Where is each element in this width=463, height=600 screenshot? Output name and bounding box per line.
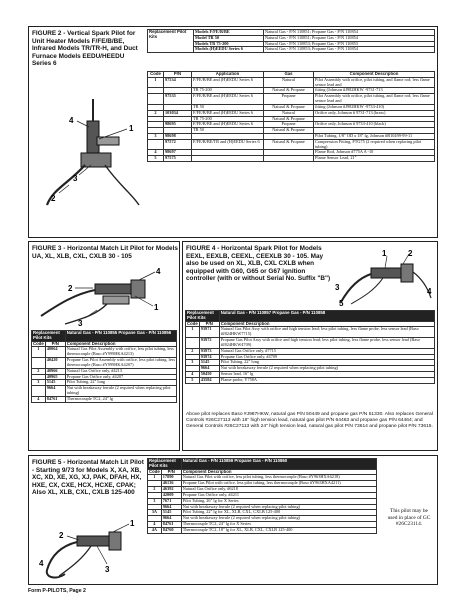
figure-2-title: FIGURE 2 - Vertical Spark Pilot for Unit Heater Models F/FE/B/BE, Infrared Models TR/TR-H, and Duct Furnace Models EEDU/HEEDU Series 6 [32,30,138,68]
table-row: 40420 Propane Gas Pilot Assembly with orifice, less pilot tubing, less thermocouple (Baso #Y999HKA4207) [32,358,177,369]
table-row: TR 75-200 Natural & Propane fitting (Johnson #J982HKW -9731-713 [148,88,435,94]
kit-model: Model TR 50 [194,35,264,41]
table-row: 2 103034 F/FE/B/BE and (H)EEDU Series 6 Natural Orifice only, Johnson # 9731-713 (brass) [148,110,435,116]
table-row: 9664 Nut with breakaway ferrule (2 required when replacing pilot tubing) [148,516,377,522]
table-row: 3 5145 Pilot Tubing, 22" long [186,360,435,366]
table-row: 5 97575 Flame Sensor Lead, 21" [148,156,435,162]
col-pn: P/N [45,341,65,347]
figure-2-pilot-illustration [39,93,147,213]
figure-4-callout-4: 4 [427,287,432,296]
table-row: 97572 F/FE/B/BE/TR and (H)EEDU Series 6 Natural & Propane Compression Fitting, FTG75 (2 required when replacing pilot tubing) [148,139,435,150]
figure-2-callout-3: 3 [73,174,78,183]
figure-5-panel [28,455,438,585]
col-application: Application [192,72,264,78]
table-row: 9664 Nut with breakaway ferrule (2 required when replacing pilot tubing) [32,386,177,397]
kit-text: Natural Gas - P/N 110853; Propane Gas - P/N 110854 [264,47,435,53]
figure-2-kits-header: Replacement Pilot Kits [148,30,194,53]
table-row: 4 98697 Flame Rod, Johnson #775A A -10 [148,150,435,156]
table-row: TR 50 Natural & Propane [148,128,435,134]
figure-4-callout-3: 3 [335,283,340,292]
table-row: 3 7671 Pilot Tubing, 26" lg for X Series [148,498,377,504]
figure-3-callout-3: 3 [78,319,83,328]
figure-4-pilot-illustration [333,248,435,308]
table-row: 42009 Propane Gas Orifice only, #4211 [148,492,377,498]
figure-3-pilot-illustration [35,266,175,328]
figure-4-title: FIGURE 4 - Horizontal Spark Pilot for Models EEXL, EEXLB, CEEXL, CEEXLB 30 - 105. May also be used on XL, XLB, CXL CXLB when equipped with G60, G65 or G67 ignition controller (with or without Serial No. Suffix "B") [186,245,331,283]
col-code: Code [149,468,160,474]
kit-model: Models TR 75-200 [194,41,264,47]
col-description: Component Description [314,72,435,78]
figure-2-panel [28,26,438,238]
table-row: 46136 Propane Gas Pilot with orifice, less pilot tubing, less thermocouple (Baso #Y963HXA4211) [148,481,377,487]
figure-2-callout-1: 1 [129,124,134,133]
figure-3-panel [28,241,180,451]
table-row: 2 46392 Natural Gas Orifice only, #6218 [148,487,377,493]
table-row: 4 84761 Thermocouple TC2, 24" lg for X Series [148,521,377,527]
col-description: Component Description [65,341,176,347]
figure-3-kits-text: Natural Gas - P/N 110855 Propane Gas - P/N 110856 [65,331,176,342]
table-row: 40965 Propane Gas Orifice only, #4207 [32,374,177,380]
figure-4-kits-header: Replacement Pilot Kits [186,311,220,322]
table-row: 1 40064 Natural Gas Pilot Assembly with orifice, less pilot tubing, less thermocouple (Baso #Y999HKA4213) [32,347,177,358]
figure-3-callout-1: 1 [154,303,159,312]
figure-4-kits-text: Natural Gas - P/N 110857 Propane Gas - P/N 110858 [219,311,434,322]
table-row: 3 5145 Pilot Tubing, 22" long [32,380,177,386]
figure-3-callout-4: 4 [156,267,161,276]
col-pn: P/N [161,469,181,475]
col-code: Code [148,72,164,78]
kit-text: Natural Gas - P/N 110853; Propane Gas - P/N 110853 [264,41,435,47]
table-row: 97535 F/FE/B/BE and (H)EEDU Series 6 Propane Pilot Assembly with orifice, pilot tubing, and flame rod; less flame sensor lead and [148,94,435,105]
table-row: 1 93971 Natural Gas Pilot Assy with orifice and high tension lead; less pilot tubing, less flame probe, less sensor lead (Baso #J824HKW7715) [186,327,435,338]
figure-5-parts-table [147,458,377,534]
col-code: Code [187,320,198,326]
figure-4-callout-5: 5 [339,299,344,308]
kit-text: Natural Gas - P/N 110851; Propane Gas - P/N 110854 [264,35,435,41]
figure-4-callout-1: 1 [382,249,387,258]
figure-5-pilot-illustration [37,518,145,582]
kit-model: Models F/FE/B/BE [194,30,264,36]
col-pn: P/N [164,72,192,78]
figure-5-title: FIGURE 5 - Horizontal Match Lit Pilot - Starting 9/73 for Models X, XA, XB, XC, XD, XE, XG, XJ, PAK, DFAH, HX, HXE, CX, CXE, HCX, HCXE, CPAK; Also XL, XLB, CXL, CXLB 125-400 [32,459,144,497]
figure-5-side-note: This pilot may be used in place of GC #26C23114. [387,508,431,528]
table-row: TR 75-200 Natural & Propane [148,116,435,122]
figure-2-callout-2: 2 [51,194,56,203]
table-row: 4 50450 Sensor lead, 16" lg [186,371,435,377]
table-row: 9664 Nut with breakaway ferrule (2 required when replacing pilot tubing) [148,504,377,510]
figure-3-kits-header: Replacement Pilot Kits [32,331,66,342]
table-row: 4 84761 Thermocouple TC2, 24" lg [32,396,177,402]
figure-4-replacement-note: Above pilot replaces Baso #J987HKW, natural gas P/N 50449 and propane gas P/N 51330. Also replaces General Controls #26C27113 with 16" high tension lead, natural gas pilot P/N 64463 and propane gas P/N 64464; and General Controls #26C27113 with 24" high tension lead, natural gas pilot P/N 73614 and propane pilot P/N 73615. [186,412,433,429]
col-description: Component Description [219,321,434,327]
figure-5-kits-header: Replacement Pilot Kits [148,459,182,470]
col-code: Code [33,340,44,346]
table-row: 3A 5145 Pilot Tubing, 22" lg for XL, XLB, CXL, CXLB 125-400 [148,510,377,516]
table-row: 1 97534 F/FE/B/BE and (H)EEDU Series 6 Natural Pilot Assembly with orifice, pilot tubing, and flame rod; less flame sensor lead and [148,77,435,88]
figure-5-callout-4: 4 [39,559,44,568]
figure-2-parts-table [147,71,435,162]
col-gas: Gas [264,72,314,78]
kit-text: Natural Gas - P/N 110851; Propane Gas - P/N 110854 [264,30,435,36]
figure-3-title: FIGURE 3 - Horizontal Match Lit Pilot for Models UA, XL, XLB, CXL, CXLB 30 - 105 [32,245,178,260]
figure-3-parts-table [31,330,177,403]
page-footer: Form P-PILOTS, Page 2 [28,588,86,594]
table-row: 93974 Propane Gas Orifice only, #4709 [186,354,435,360]
figure-4-callout-2: 2 [408,249,413,258]
figure-2-callout-4: 4 [69,116,74,125]
table-row: 1 17890 Natural Gas Pilot with orifice, less pilot tubing, less thermocouple (Baso #Y963HXA6218) [148,475,377,481]
table-row: 2 93973 Natural Gas Orifice only, #7715 [186,348,435,354]
figure-4-parts-table [185,310,435,384]
figure-5-callout-2: 2 [59,531,64,540]
table-row: 5 43584 Flame probe, Y758A [186,377,435,383]
table-row: 2 40966 Natural Gas Orifice only, #4213 [32,368,177,374]
col-description: Component Description [181,469,376,475]
kit-model: Models (H)EEDU Series 6 [194,47,264,53]
table-row: TR 50 Natural & Propane fitting (Johnson #J982HKW -9733-410) [148,104,435,110]
figure-4-panel [182,241,438,451]
table-row: 9664 Nut with breakaway ferrule (2 required when replacing pilot tubing) [186,366,435,372]
table-row: 4A 84760 Thermocouple TC2, 18" lg for XL, XLB, CXL, CXLB 125-400 [148,527,377,533]
table-row: 93972 Propane Gas Pilot Assy with orifice and high tension lead; less pilot tubing, less flame probe, less sensor lead (Baso #J824HKW4709) [186,338,435,349]
figure-3-callout-2: 2 [68,284,73,293]
table-row: 98695 F/FE/B/BE and (H)EEDU Series 6 Propane Orifice only, Johnson # 9733-410 (black) [148,122,435,128]
figure-5-callout-3: 3 [105,565,110,574]
figure-5-kits-text: Natural Gas - P/N 110859 Propane Gas - P/N 110860 [181,459,376,470]
figure-5-callout-1: 1 [130,519,135,528]
table-row: 3 98698 Pilot Tubing, 1/8" OD x 18" lg, Johnson #B10499-99-11 [148,133,435,139]
col-pn: P/N [199,321,219,327]
figure-2-kits-table [147,29,435,53]
